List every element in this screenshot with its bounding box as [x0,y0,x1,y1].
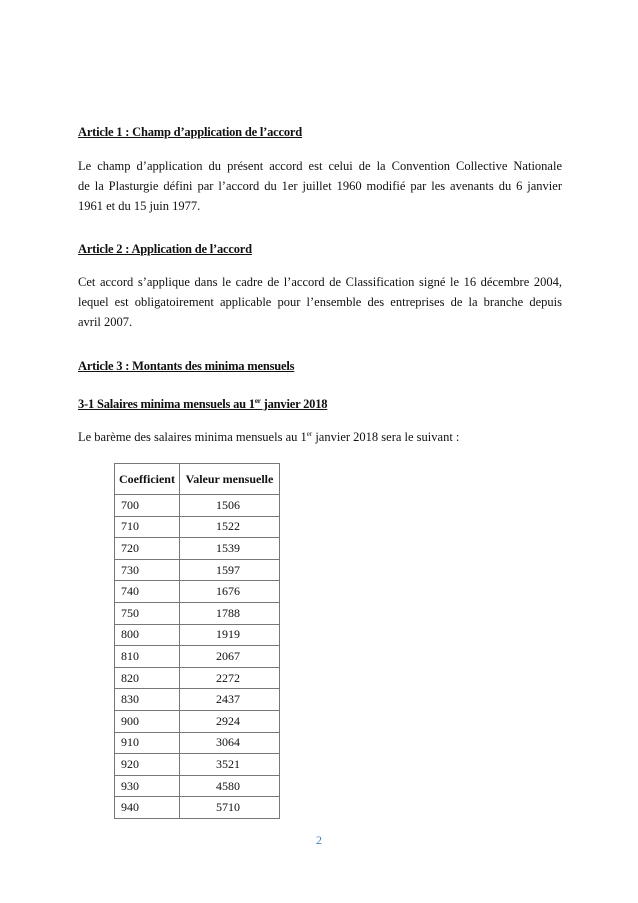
paragraph-line: de la Plasturgie défini par l’accord du 1er juillet 1960 modifié par les avenants du 6 janvier [78,179,562,193]
coefficient-cell: 910 [115,732,180,754]
monthly-value-cell: 4580 [180,775,280,797]
article-3-heading: Article 3 : Montants des minima mensuels [78,359,295,373]
paragraph-line: avril 2007. [78,315,133,329]
paragraph-line: Cet accord s’applique dans le cadre de l’accord de Classification signé le 16 décembre 2004, [78,275,562,289]
monthly-value-cell: 2272 [180,667,280,689]
coefficient-cell: 810 [115,646,180,668]
monthly-value-cell: 1506 [180,495,280,517]
monthly-value-cell: 1539 [180,538,280,560]
coefficient-cell: 750 [115,602,180,624]
monthly-value-cell: 1597 [180,559,280,581]
article-1-paragraph [78,156,562,216]
article-2-paragraph [78,272,562,332]
paragraph-line: lequel est obligatoirement applicable pour l’ensemble des entreprises de la branche depuis [78,295,562,309]
monthly-value-cell: 1919 [180,624,280,646]
coefficient-cell: 730 [115,559,180,581]
table-row [115,754,280,776]
coefficient-cell: 900 [115,710,180,732]
table-row [115,495,280,517]
coefficient-cell: 800 [115,624,180,646]
salary-intro-text: Le barème des salaires minima mensuels au 1er janvier 2018 sera le suivant : [78,430,460,444]
section-3-1-heading: 3-1 Salaires minima mensuels au 1er janvier 2018 [78,397,328,411]
table-row [115,602,280,624]
coefficient-cell: 700 [115,495,180,517]
page-number: 2 [316,833,322,847]
monthly-value-cell: 2067 [180,646,280,668]
coefficient-cell: 920 [115,754,180,776]
article-1-heading: Article 1 : Champ d’application de l’accord [78,125,303,139]
coefficient-header: Coefficient [115,464,180,495]
article-2-heading: Article 2 : Application de l’accord [78,242,252,256]
table-row [115,581,280,603]
table-row [115,732,280,754]
monthly-value-cell: 3521 [180,754,280,776]
table-row [115,646,280,668]
table-row [115,559,280,581]
monthly-value-cell: 2924 [180,710,280,732]
table-row [115,710,280,732]
table-row [115,624,280,646]
monthly-value-cell: 1788 [180,602,280,624]
paragraph-line: 1961 et du 15 juin 1977. [78,199,201,213]
table-header-row [115,464,280,495]
table-row [115,689,280,711]
table-row [115,775,280,797]
monthly-value-cell: 1522 [180,516,280,538]
paragraph-line: Le champ d’application du présent accord est celui de la Convention Collective Nationale [78,159,562,173]
coefficient-cell: 820 [115,667,180,689]
coefficient-cell: 720 [115,538,180,560]
monthly-value-cell: 3064 [180,732,280,754]
coefficient-cell: 740 [115,581,180,603]
monthly-value-cell: 1676 [180,581,280,603]
monthly-value-cell: 2437 [180,689,280,711]
monthly-value-cell: 5710 [180,797,280,819]
monthly-value-header: Valeur mensuelle [180,464,280,495]
coefficient-cell: 930 [115,775,180,797]
coefficient-cell: 940 [115,797,180,819]
coefficient-cell: 830 [115,689,180,711]
table-row [115,797,280,819]
coefficient-cell: 710 [115,516,180,538]
table-row [115,667,280,689]
salary-table [114,463,280,819]
table-row [115,516,280,538]
table-row [115,538,280,560]
